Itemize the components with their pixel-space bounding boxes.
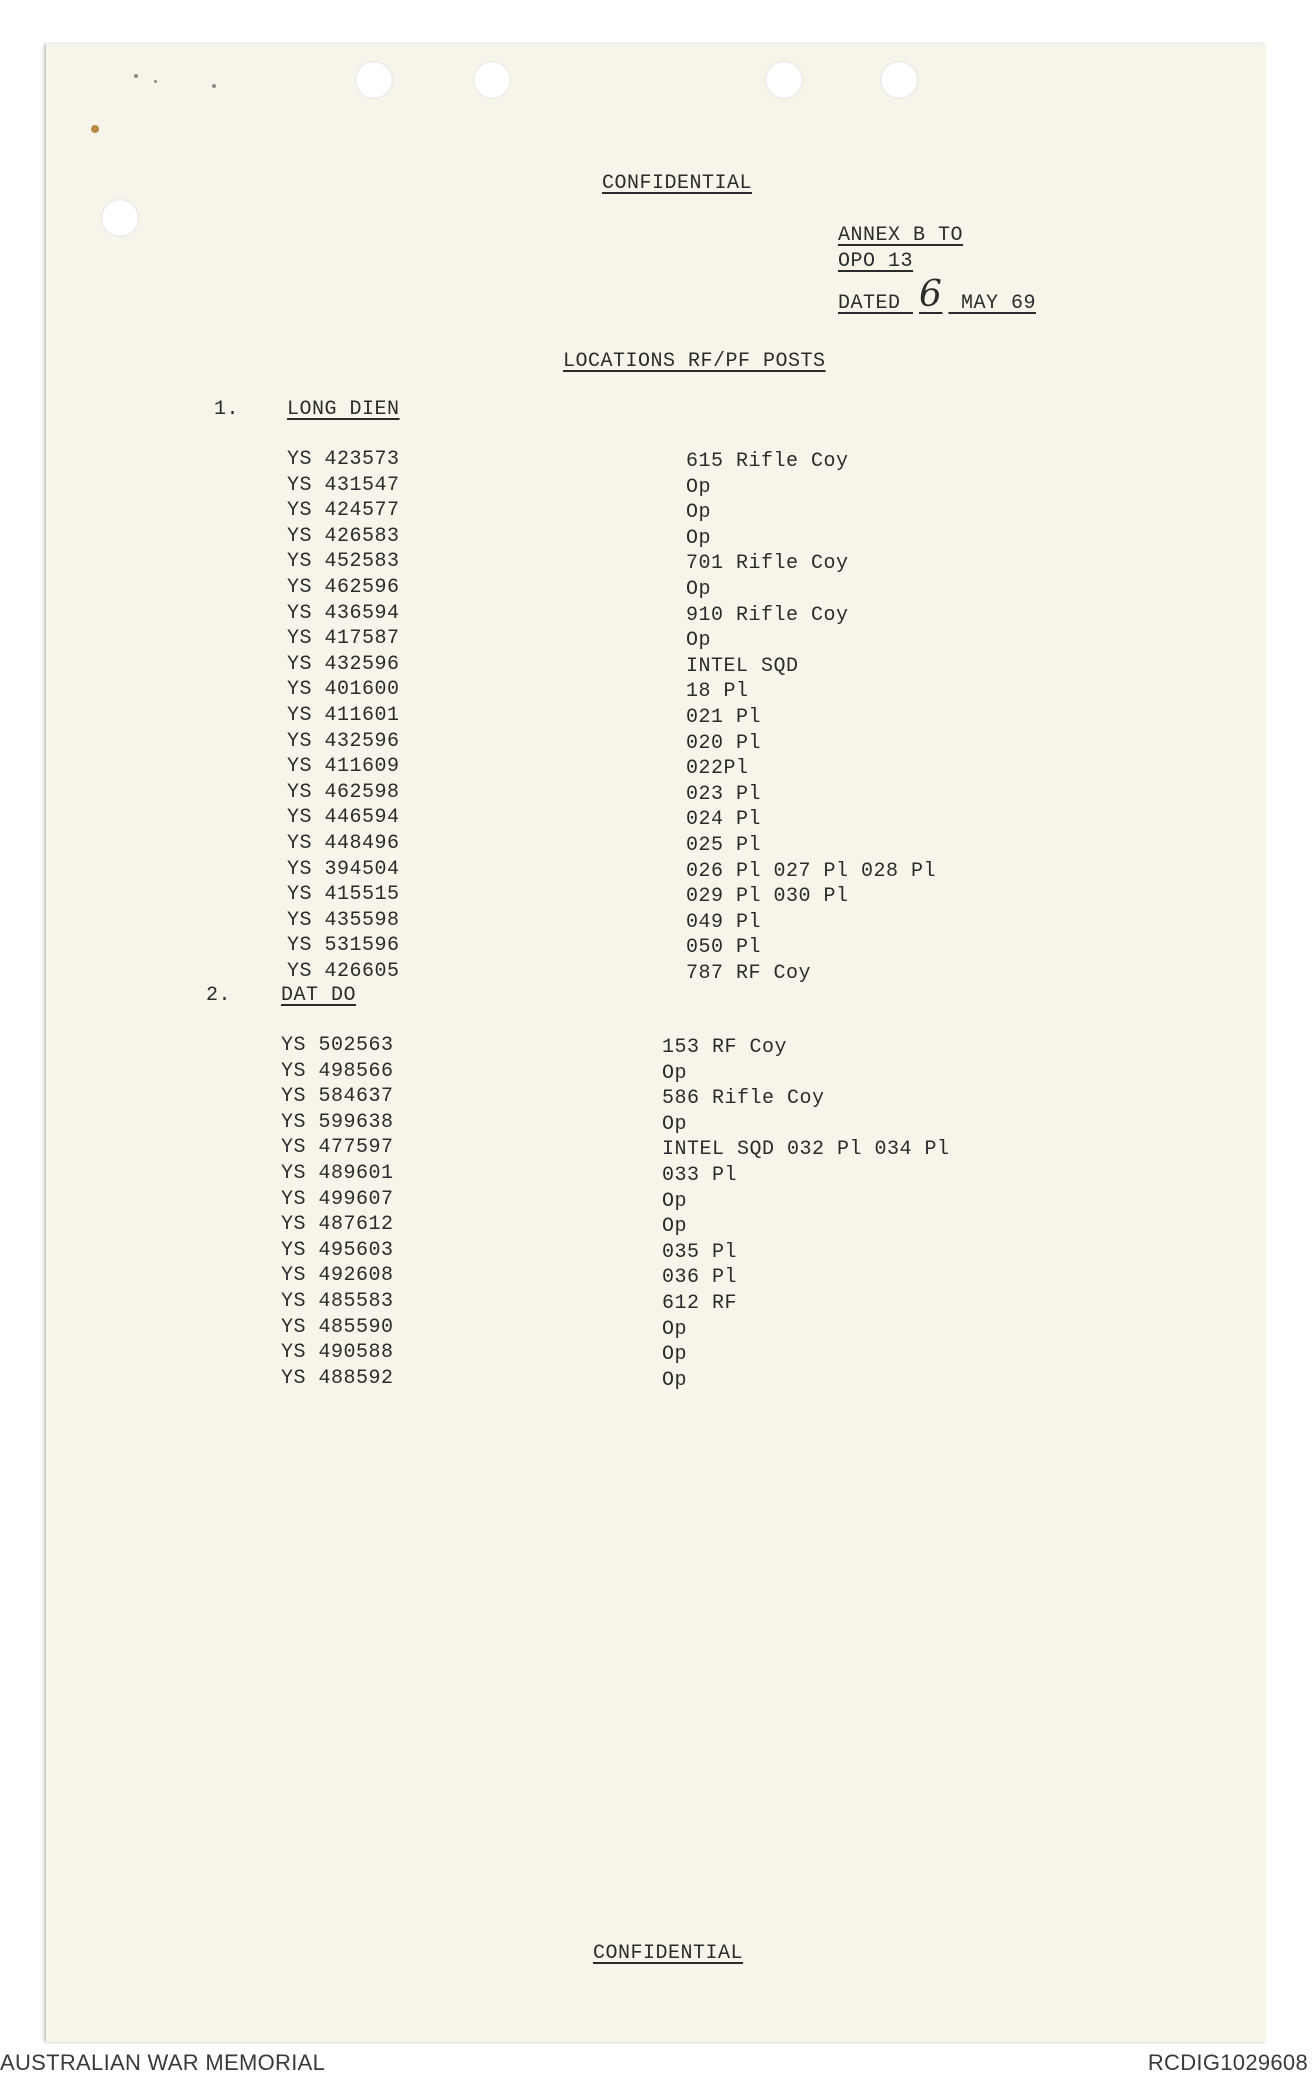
unit-name: 020 Pl xyxy=(686,731,762,755)
grid-reference: YS 485590 xyxy=(281,1315,394,1339)
unit-name: 787 RF Coy xyxy=(686,962,812,985)
unit-name: Op xyxy=(662,1343,688,1367)
unit-name: Op xyxy=(662,1189,688,1213)
grid-reference: YS 435598 xyxy=(287,908,400,932)
unit-name: 036 Pl xyxy=(662,1266,738,1290)
archive-reference: RCDIG1029608 xyxy=(1147,2050,1308,2075)
unit-name: 153 RF Coy xyxy=(662,1036,788,1059)
grid-reference: YS 495603 xyxy=(281,1238,394,1262)
unit-name: 029 Pl 030 Pl xyxy=(686,885,849,909)
section-number: 1. xyxy=(214,398,240,421)
section-heading: LONG DIEN xyxy=(287,398,400,421)
punch-hole xyxy=(355,61,393,99)
classification-footer: CONFIDENTIAL xyxy=(593,1942,744,1965)
grid-reference: YS 432596 xyxy=(287,652,400,676)
grid-reference: YS 485583 xyxy=(281,1290,394,1313)
grid-reference: YS 462596 xyxy=(287,576,400,599)
unit-name: 033 Pl xyxy=(662,1164,738,1187)
grid-reference: YS 446594 xyxy=(287,806,400,830)
unit-name: 021 Pl xyxy=(686,706,762,729)
annex-order: OPO 13 xyxy=(838,250,914,273)
stain-mark xyxy=(134,74,138,78)
punch-hole xyxy=(880,61,918,99)
unit-name: 049 Pl xyxy=(686,910,762,934)
grid-reference: YS 487612 xyxy=(281,1213,394,1237)
stain-mark xyxy=(212,84,216,88)
punch-hole xyxy=(473,61,511,99)
grid-reference: YS 448496 xyxy=(287,832,400,855)
unit-name: 024 Pl xyxy=(686,808,762,832)
unit-name: INTEL SQD 032 Pl 034 Pl xyxy=(662,1138,950,1162)
unit-name: 612 RF xyxy=(662,1292,738,1315)
unit-name: Op xyxy=(662,1368,688,1392)
unit-name: Op xyxy=(662,1061,688,1085)
grid-reference: YS 599638 xyxy=(281,1110,394,1134)
grid-reference: YS 499607 xyxy=(281,1187,394,1211)
grid-reference: YS 462598 xyxy=(287,780,400,804)
unit-name: 615 Rifle Coy xyxy=(686,450,849,473)
unit-name: Op xyxy=(686,475,712,499)
unit-name: 586 Rifle Coy xyxy=(662,1087,825,1111)
grid-reference: YS 432596 xyxy=(287,729,400,753)
annex-dated xyxy=(838,276,1036,317)
grid-reference: YS 411601 xyxy=(287,704,400,727)
annex-dated-day: 6 xyxy=(919,274,943,315)
stain-mark xyxy=(91,125,99,133)
unit-name: Op xyxy=(662,1215,688,1239)
grid-reference: YS 426583 xyxy=(287,524,400,548)
grid-reference: YS 502563 xyxy=(281,1034,394,1057)
unit-name: INTEL SQD xyxy=(686,654,799,678)
grid-reference: YS 488592 xyxy=(281,1366,394,1390)
grid-reference: YS 452583 xyxy=(287,550,400,574)
unit-name: 18 Pl xyxy=(686,680,749,704)
unit-name: Op xyxy=(686,578,712,601)
grid-reference: YS 417587 xyxy=(287,627,400,651)
grid-reference: YS 415515 xyxy=(287,883,400,907)
stain-mark xyxy=(154,80,157,83)
section-number: 2. xyxy=(206,984,232,1007)
unit-name: Op xyxy=(686,526,712,550)
unit-name: Op xyxy=(662,1112,688,1136)
grid-reference: YS 584637 xyxy=(281,1085,394,1109)
punch-hole xyxy=(101,199,139,237)
unit-name: 050 Pl xyxy=(686,936,762,960)
unit-name: 025 Pl xyxy=(686,834,762,857)
unit-name: Op xyxy=(662,1317,688,1341)
unit-name: 701 Rifle Coy xyxy=(686,552,849,576)
grid-reference: YS 423573 xyxy=(287,448,400,471)
grid-reference: YS 401600 xyxy=(287,678,400,702)
grid-reference: YS 498566 xyxy=(281,1059,394,1083)
grid-reference: YS 424577 xyxy=(287,499,400,523)
unit-name: 026 Pl 027 Pl 028 Pl xyxy=(686,859,937,883)
grid-reference: YS 411609 xyxy=(287,755,400,779)
grid-reference: YS 492608 xyxy=(281,1264,394,1288)
grid-reference: YS 490588 xyxy=(281,1341,394,1365)
unit-name: Op xyxy=(686,629,712,653)
grid-reference: YS 531596 xyxy=(287,934,400,958)
archive-credit: AUSTRALIAN WAR MEMORIAL xyxy=(0,2050,326,2075)
unit-name: 023 Pl xyxy=(686,782,762,806)
classification-header: CONFIDENTIAL xyxy=(602,172,753,195)
grid-reference: YS 436594 xyxy=(287,601,400,625)
unit-name: Op xyxy=(686,501,712,525)
annex-dated-month-year: MAY 69 xyxy=(960,292,1036,315)
grid-reference: YS 431547 xyxy=(287,473,400,497)
grid-reference: YS 489601 xyxy=(281,1162,394,1185)
punch-hole xyxy=(765,61,803,99)
unit-name: 035 Pl xyxy=(662,1240,738,1264)
grid-reference: YS 426605 xyxy=(287,960,400,983)
grid-reference: YS 477597 xyxy=(281,1136,394,1160)
annex-reference: ANNEX B TO xyxy=(838,224,964,247)
unit-name: 022Pl xyxy=(686,757,749,781)
document-title: LOCATIONS RF/PF POSTS xyxy=(563,350,826,373)
unit-name: 910 Rifle Coy xyxy=(686,603,849,627)
section-heading: DAT DO xyxy=(281,984,357,1007)
document-page xyxy=(46,44,1266,2042)
annex-dated-label: DATED xyxy=(838,292,901,315)
grid-reference: YS 394504 xyxy=(287,857,400,881)
